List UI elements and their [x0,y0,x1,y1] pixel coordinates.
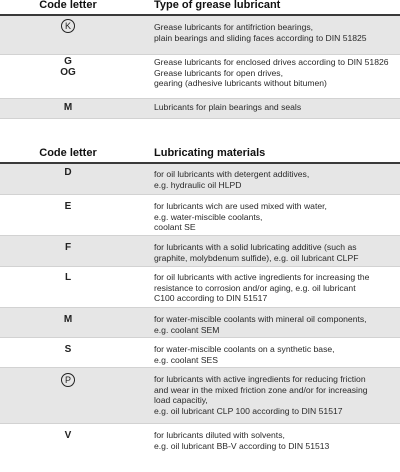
row-description: Grease lubricants for enclosed drives according to DIN 51826 Grease lubricants for open drives, gearing (adhesive lubricants without bitumen) [154,57,389,89]
lubricating-materials-table [0,147,400,460]
header-type-of-grease: Type of grease lubricant [154,0,281,11]
table-row [0,267,400,308]
code-letter: G [64,56,72,67]
code-letter: M [63,102,73,113]
table-row [0,368,400,424]
table-row [0,164,400,195]
row-description: for water-miscible coolants on a synthetic base, e.g. coolant SES [154,344,335,365]
circled-code-letter: P [61,373,75,387]
table-header [0,147,400,164]
circled-code-letter: K [61,19,75,33]
row-description: for water-miscible coolants with mineral oil components, e.g. coolant SEM [154,314,367,335]
table-row [0,55,400,99]
row-description: for oil lubricants with active ingredients for increasing the resistance to corrosion and/or aging, e.g. oil lubricant C100 according to DIN 51517 [154,272,370,304]
row-description: for lubricants wich are used mixed with water, e.g. water-miscible coolants, coolant SE [154,201,327,233]
header-lubricating-materials: Lubricating materials [154,147,266,159]
row-description: Lubricants for plain bearings and seals [154,102,302,112]
code-letter: E [64,201,72,212]
code-letter: S [64,344,72,355]
code-letter: M [63,314,73,325]
table-row [0,338,400,368]
table-row [0,16,400,55]
table-header [0,0,400,16]
code-letter: D [64,167,72,178]
grease-lubricant-table [0,0,400,119]
code-letter: L [64,272,72,283]
code-letter: V [64,430,72,441]
row-description: for lubricants diluted with solvents, e.g. oil lubricant BB-V according to DIN 51513 [154,430,330,451]
row-description: for lubricants with a solid lubricating additive (such as graphite, molybdenum sulfide), e.g. oil lubricant CLPF [154,242,359,263]
table-row [0,424,400,460]
header-code-letter: Code letter [39,0,97,11]
table-row [0,236,400,267]
table-row [0,308,400,338]
table-row [0,195,400,236]
code-letter: F [64,242,72,253]
row-description: Grease lubricants for antifriction bearings, plain bearings and sliding faces according to DIN 51825 [154,22,367,43]
table-row [0,99,400,119]
header-code-letter: Code letter [39,147,97,159]
code-letter: OG [60,66,76,78]
row-description: for lubricants with active ingredients for reducing friction and wear in the mixed friction zone and/or for increasing load capacitiy, e.g. oil lubricant CLP 100 according to DIN 51517 [154,374,368,416]
row-description: for oil lubricants with detergent additives, e.g. hydraulic oil HLPD [154,169,310,190]
